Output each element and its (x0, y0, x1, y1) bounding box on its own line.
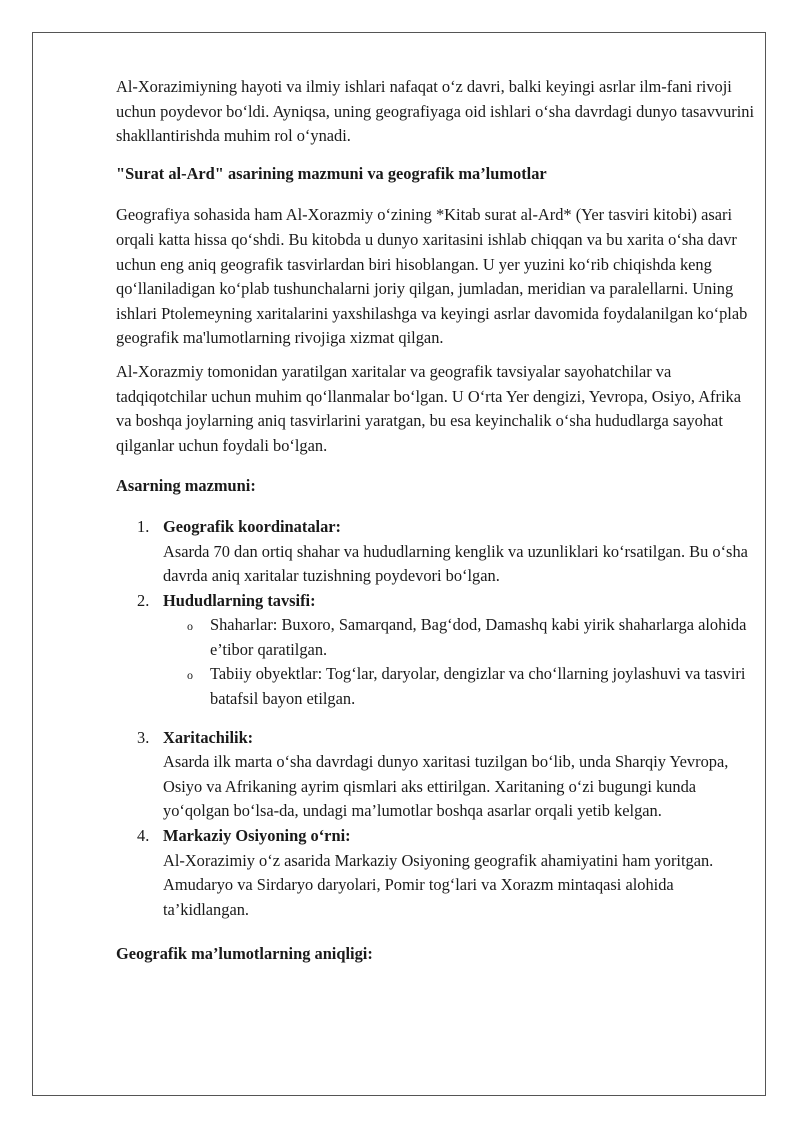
list-item-body: Asarda 70 dan ortiq shahar va hududlarning kenglik va uzunliklari ko‘rsatilgan. Bu o‘sha davrda aniq xaritalar tuzishning poydevori bo‘lgan. (163, 541, 748, 586)
list-item (116, 824, 756, 922)
circle-bullet-icon: o (187, 619, 193, 634)
list-number: 1. (137, 516, 150, 536)
list-item (116, 589, 756, 726)
list-item-title: Xaritachilik: (163, 727, 254, 747)
list-number: 4. (137, 826, 150, 846)
circle-bullet-icon: o (187, 668, 193, 683)
list-item-title: Geografik koordinatalar: (163, 516, 342, 536)
sub-list-item (163, 662, 756, 711)
sub-list-text: Tabiiy obyektlar: Tog‘lar, daryolar, dengizlar va cho‘llarning joylashuvi va tasviri batafsil bayon etilgan. (210, 664, 746, 709)
list-item-body: Al-Xorazimiy o‘z asarida Markaziy Osiyoning geografik ahamiyatini ham yoritgan. Amudaryo va Sirdaryo daryolari, Pomir tog‘lari va Xorazm mintaqasi alohida ta’kidlangan. (163, 850, 714, 919)
section-title: "Surat al-Ard" asarining mazmuni va geografik ma’lumotlar (116, 163, 547, 183)
list-item-body: Asarda ilk marta o‘sha davrdagi dunyo xaritasi tuzilgan bo‘lib, unda Sharqiy Yevropa, Osiyo va Afrikaning ayrim qismlari aks ettirilgan. Xaritaning o‘zi bugungi kunda yo‘qolgan bo‘lsa-da, undagi ma’lumotlar boshqa asarlar orqali yetib kelgan. (163, 752, 729, 821)
list-item (116, 726, 756, 824)
content-list (116, 515, 756, 923)
list-number: 2. (137, 590, 150, 610)
sub-list-text: Shaharlar: Buxoro, Samarqand, Bag‘dod, Damashq kabi yirik shaharlarga alohida e’tibor qaratilgan. (210, 615, 747, 659)
paragraph-geography: Geografiya sohasida ham Al-Xorazmiy o‘zining *Kitab surat al-Ard* (Yer tasviri kitobi) asari orqali katta hissa qo‘shdi. Bu kitobda u dunyo xaritasini ishlab chiqqan va bu xarita o‘sha davr uchun eng aniq geografik tasvirlardan biri hisoblangan. U yer yuzini ko‘rib chiqishda keng qo‘llaniladigan ko‘plab tushunchalarni joriy qilgan, jumladan, meridian va paralellarni. Uning ishlari Ptolemeyning xaritalarini yaxshilashga va keyingi asrlar davomida foydalanilgan ko‘plab geografik ma'lumotlarning rivojiga xizmat qilgan. (116, 205, 748, 348)
intro-paragraph: Al-Xorazimiyning hayoti va ilmiy ishlari nafaqat o‘z davri, balki keyingi asrlar ilm-fani rivoji uchun poydevor bo‘ldi. Ayniqsa, uning geografiyaga oid ishlari o‘sha davrdagi dunyo tasavvurini shakllantirishda muhim rol o‘ynadi. (116, 77, 755, 146)
document-body (116, 75, 756, 967)
paragraph-maps: Al-Xorazmiy tomonidan yaratilgan xaritalar va geografik tavsiyalar sayohatchilar va tadqiqotchilar uchun muhim qo‘llanmalar bo‘lgan. U O‘rta Yer dengizi, Yevropa, Osiyo, Afrika va boshqa joylarning aniq tasvirlarini yaratgan, bu esa keyinchalik o‘sha hududlarga sayohat qilganlar uchun foydali bo‘lgan. (116, 361, 741, 455)
list-item-title: Markaziy Osiyoning o‘rni: (163, 826, 351, 846)
spacer (163, 712, 756, 726)
sub-list-item (163, 613, 756, 662)
list-item (116, 515, 756, 589)
sub-list (163, 613, 756, 711)
content-heading: Asarning mazmuni: (116, 476, 256, 496)
accuracy-heading: Geografik ma’lumotlarning aniqligi: (116, 944, 373, 964)
list-number: 3. (137, 727, 150, 747)
list-item-title: Hududlarning tavsifi: (163, 590, 316, 610)
